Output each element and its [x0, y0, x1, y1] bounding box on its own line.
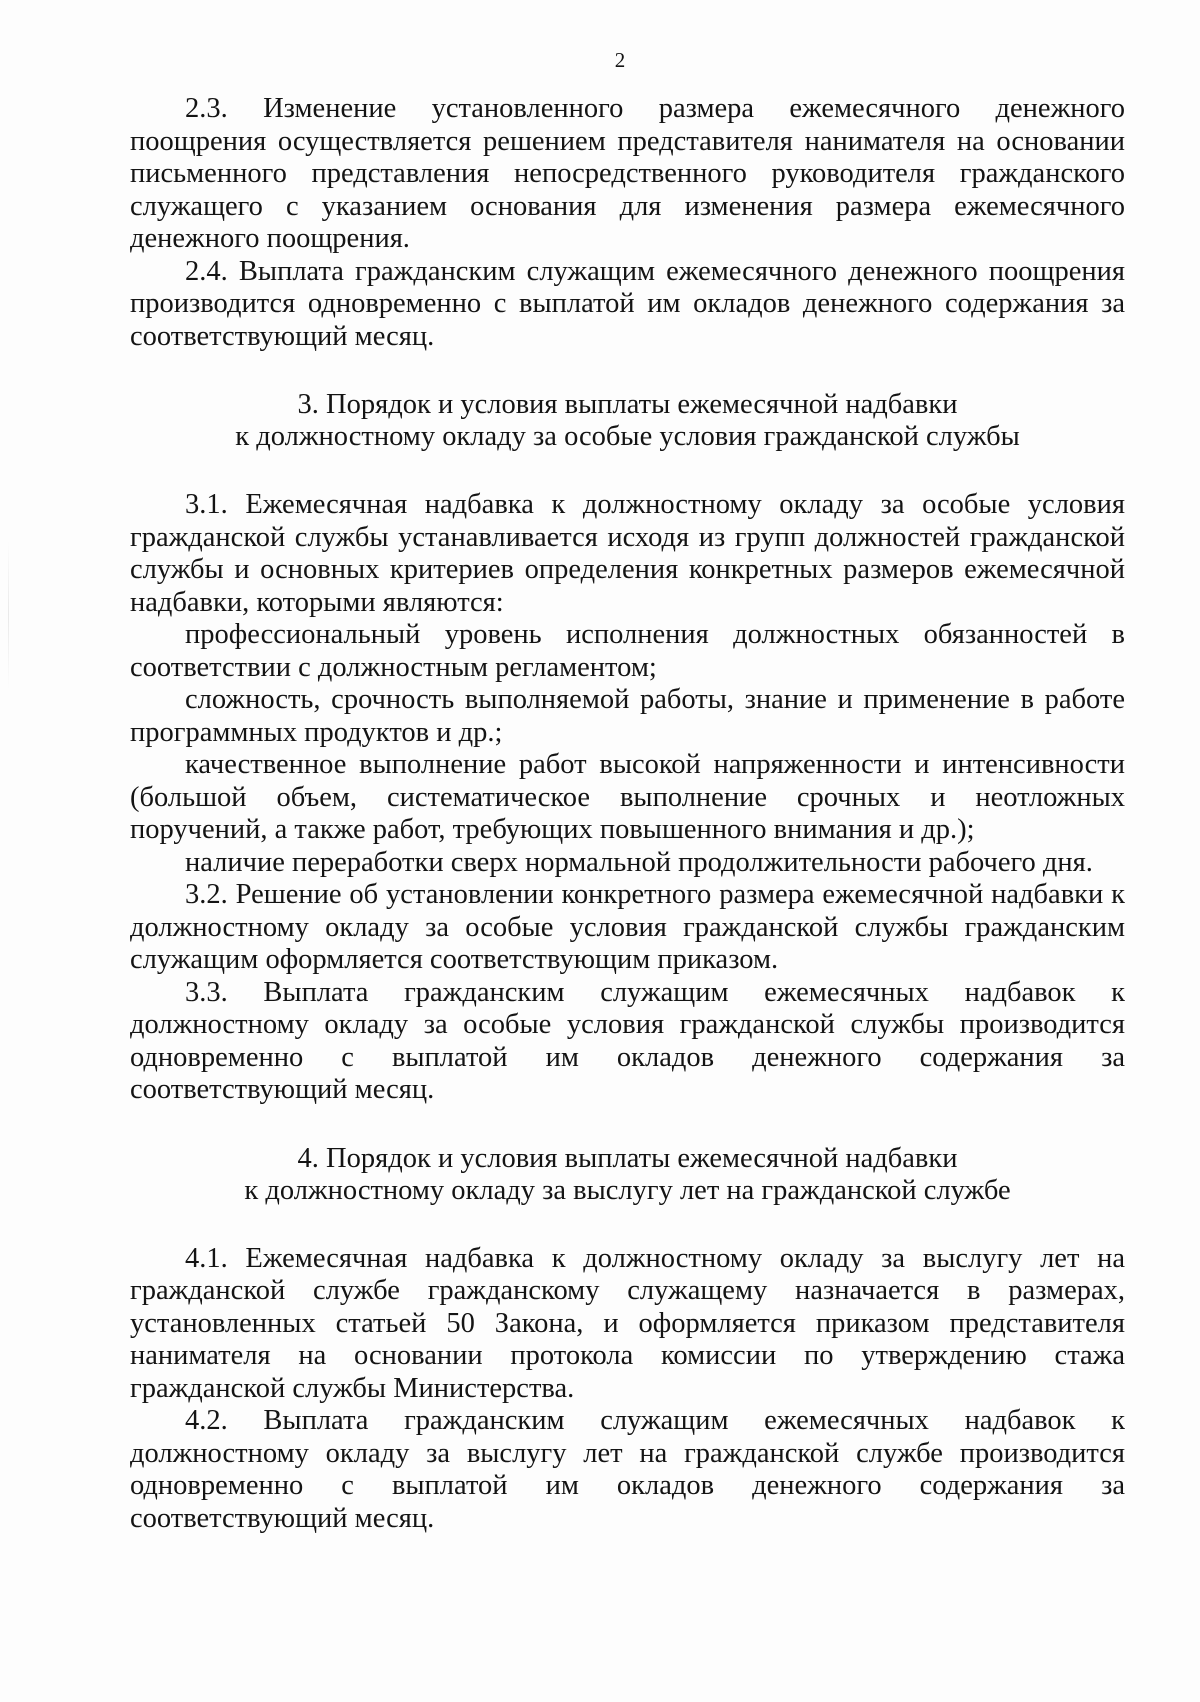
paragraph-3-2: 3.2. Решение об установлении конкретного размера ежемесячной надбавки к должностному окладу за особые условия гражданской службы гражданским служащим оформляется соответствующим приказом.	[130, 879, 1125, 975]
section-3-heading	[130, 389, 1125, 453]
paragraph-3-3: 3.3. Выплата гражданским служащим ежемесячных надбавок к должностному окладу за особые условия гражданской службы производится одновременно с выплатой им окладов денежного содержания за соответствующий месяц.	[130, 976, 1125, 1105]
scan-artifact-line	[8, 540, 9, 690]
section-4-heading-line-1: 4. Порядок и условия выплаты ежемесячной надбавки	[297, 1142, 958, 1174]
section-3-heading-line-1: 3. Порядок и условия выплаты ежемесячной надбавки	[297, 389, 958, 420]
paragraph-4-1: 4.1. Ежемесячная надбавка к должностному окладу за выслугу лет на гражданской службе гражданскому служащему назначается в размерах, установленных статьей 50 Закона, и оформляется приказом представителя нанимателя на основании протокола комиссии по утверждению стажа гражданской службы Министерства.	[130, 1242, 1125, 1404]
paragraph-2-3: 2.3. Изменение установленного размера ежемесячного денежного поощрения осуществляется решением представителя нанимателя на основании письменного представления непосредственного руководителя гражданского служащего с указанием основания для изменения размера ежемесячного денежного поощрения.	[130, 93, 1125, 254]
criterion-quality: качественное выполнение работ высокой напряженности и интенсивности (большой объем, систематическое выполнение срочных и неотложных поручений, а также работ, требующих повышенного внимания и др.);	[130, 749, 1125, 845]
criterion-overtime: наличие переработки сверх нормальной продолжительности рабочего дня.	[185, 846, 1093, 878]
paragraph-4-2: 4.2. Выплата гражданским служащим ежемесячных надбавок к должностному окладу за выслугу лет на гражданской службе производится одновременно с выплатой им окладов денежного содержания за соответствующий месяц.	[130, 1405, 1125, 1534]
document-body	[130, 93, 1125, 1535]
paragraph-2-4: 2.4. Выплата гражданским служащим ежемесячного денежного поощрения производится одновременно с выплатой им окладов денежного содержания за соответствующий месяц.	[130, 255, 1125, 352]
criterion-professional-level: профессиональный уровень исполнения должностных обязанностей в соответствии с должностным регламентом;	[130, 619, 1125, 683]
criterion-complexity: сложность, срочность выполняемой работы, знание и применение в работе программных продуктов и др.;	[130, 684, 1125, 748]
section-4-heading-line-2: к должностному окладу за выслугу лет на гражданской службе	[244, 1174, 1011, 1206]
paragraph-3-1: 3.1. Ежемесячная надбавка к должностному окладу за особые условия гражданской службы устанавливается исходя из групп должностей гражданской службы и основных критериев определения конкретных размеров ежемесячной надбавки, которыми являются:	[130, 489, 1125, 618]
section-3-heading-line-2: к должностному окладу за особые условия гражданской службы	[235, 421, 1020, 452]
page-number: 2	[614, 48, 626, 72]
section-4-heading	[130, 1143, 1125, 1207]
